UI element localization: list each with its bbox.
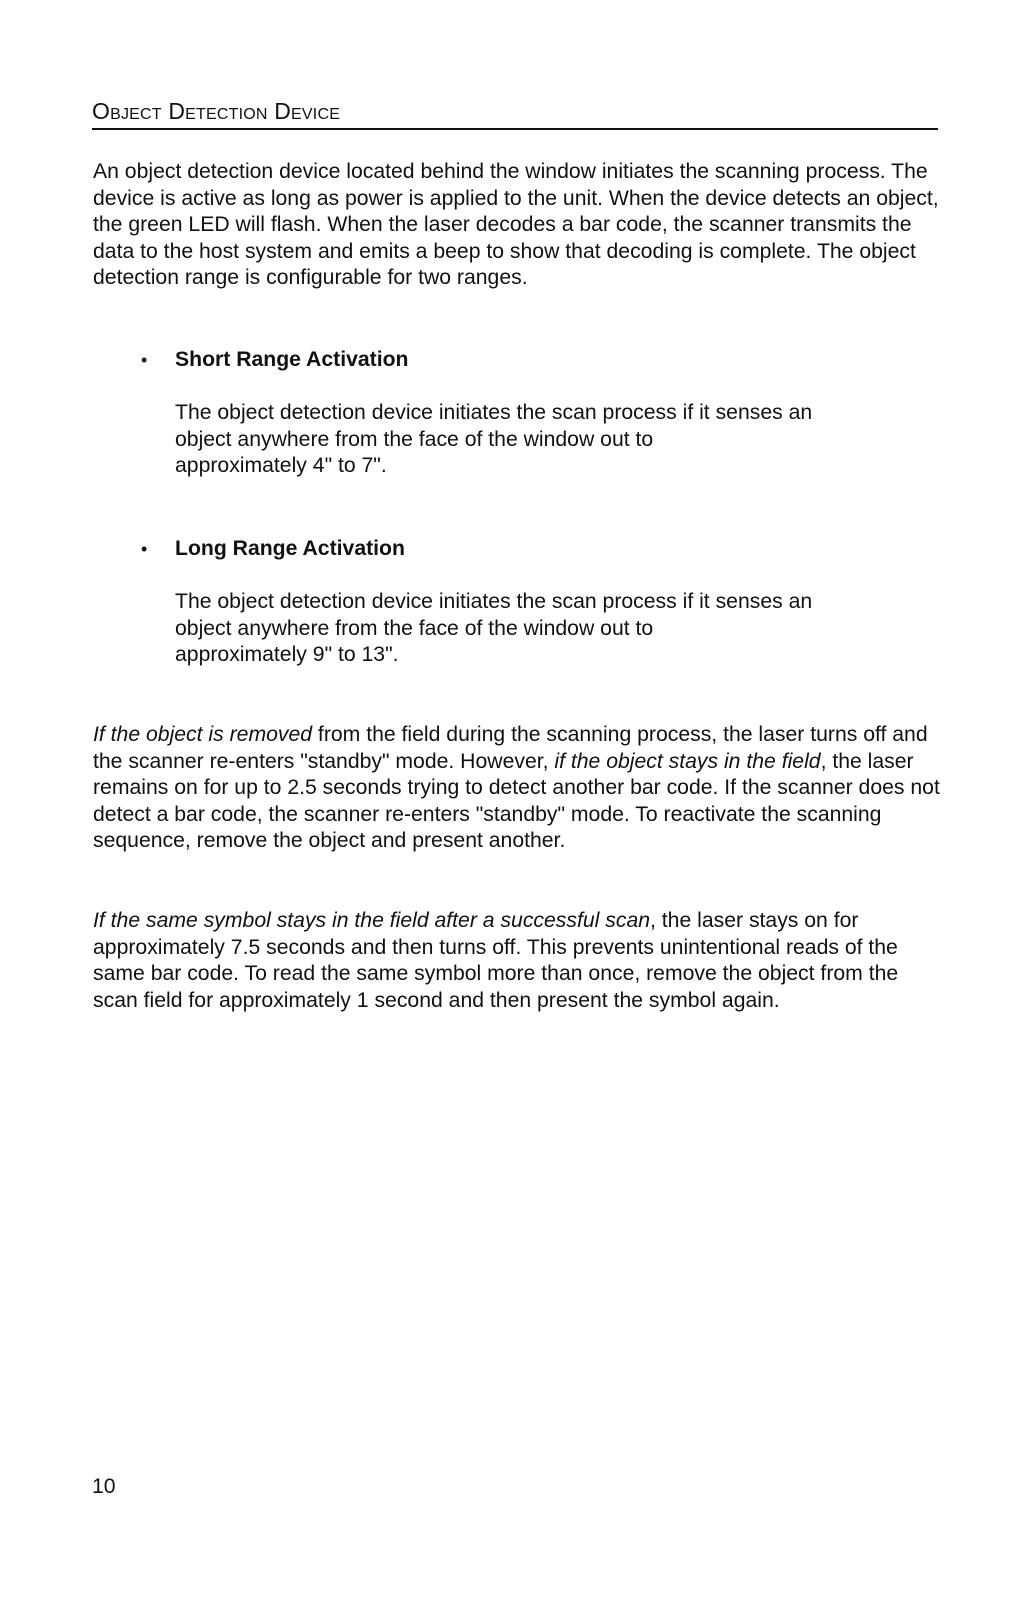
intro-paragraph: An object detection device located behind the window initiates the scanning process. The device is active as long as power is applied to the unit. When the device detects an object, the green LED will flash. When the laser decodes a bar code, the scanner transmits the data to the host system and emits a beep to show that decoding is complete. The object detection range is configurable for two ranges. [93, 160, 939, 289]
long-range-line-3: approximately 9" to 13". [175, 643, 399, 666]
same-symbol-italic: If the same symbol stays in the field after a successful scan [93, 909, 651, 932]
object-removed-paragraph [93, 722, 943, 855]
long-range-title: Long Range Activation [175, 537, 405, 560]
short-range-line-2: object anywhere from the face of the window out to [175, 427, 654, 451]
same-symbol-paragraph [93, 908, 943, 1014]
long-range-line-1: The object detection device initiates the scan process if it senses an [175, 590, 813, 613]
same-symbol-text: , the laser stays on for approximately 7.5 seconds and then turns off. This prevents unintentional reads of the same bar code. To read the same symbol more than once, remove the object from the scan field for approximately 1 second and then present the symbol again. [93, 909, 899, 1012]
short-range-line-3: approximately 4" to 7". [175, 454, 387, 477]
section-heading: Object Detection Device [92, 96, 938, 130]
short-range-text [175, 400, 895, 480]
removed-text-1: from the field during the scanning process, the laser turns off and the scanner re-enters "standby" mode. However, [93, 723, 928, 773]
page-number: 10 [92, 1475, 116, 1498]
short-range-title: Short Range Activation [175, 348, 409, 371]
long-range-text [175, 589, 895, 669]
removed-italic-1: If the object is removed [93, 723, 313, 746]
removed-italic-2: if the object stays in the field [554, 749, 821, 773]
bullet-short-range: • [141, 350, 148, 370]
short-range-line-1: The object detection device initiates the scan process if it senses an [175, 401, 813, 424]
bullet-long-range: • [141, 539, 148, 559]
long-range-line-2: object anywhere from the face of the window out to [175, 616, 654, 640]
removed-text-2: , the laser remains on for up to 2.5 seconds trying to detect another bar code. If the scanner does not detect a bar code, the scanner re-enters "standby" mode. To reactivate the scanning sequence, remove the object and present another. [93, 749, 940, 852]
